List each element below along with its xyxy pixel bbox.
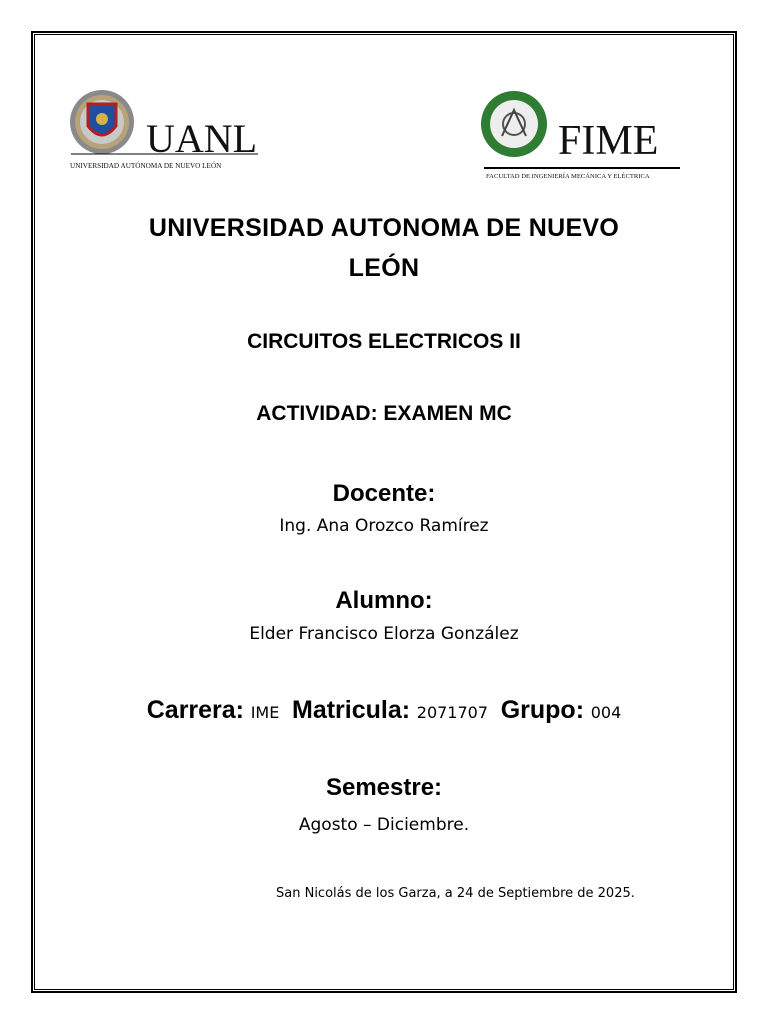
- alumno-label: Alumno:: [335, 587, 433, 614]
- fime-wordmark: FIME: [558, 118, 659, 164]
- uanl-wordmark: UANL: [146, 116, 258, 161]
- course-title: CIRCUITOS ELECTRICOS II: [247, 330, 521, 353]
- place-date: San Nicolás de los Garza, a 24 de Septiembre de 2025.: [276, 886, 635, 901]
- matricula-label: Matricula:: [292, 696, 411, 724]
- grupo-value: 004: [590, 703, 622, 722]
- semestre-value: Agosto – Diciembre.: [298, 815, 470, 835]
- docente-label: Docente:: [332, 480, 436, 507]
- fime-logo: [480, 86, 685, 181]
- alumno-value: Elder Francisco Elorza González: [249, 624, 519, 644]
- carrera-label: Carrera:: [146, 696, 245, 724]
- grupo-label: Grupo:: [500, 696, 585, 724]
- university-title: [0, 208, 768, 288]
- activity-title: ACTIVIDAD: EXAMEN MC: [256, 402, 512, 425]
- student-info-row: [0, 696, 768, 725]
- semestre-label: Semestre:: [325, 774, 443, 801]
- docente-value: Ing. Ana Orozco Ramírez: [279, 516, 489, 536]
- matricula-value: 2071707: [416, 703, 489, 722]
- university-name: UNIVERSIDAD AUTONOMA DE NUEVO LEÓN: [148, 214, 620, 282]
- uanl-logo: [68, 84, 268, 184]
- uanl-subtitle: UNIVERSIDAD AUTÓNOMA DE NUEVO LEÓN: [70, 162, 222, 170]
- fime-subtitle: FACULTAD DE INGENIERÍA MECÁNICA Y ELÉCTRICA: [486, 173, 650, 180]
- carrera-value: IME: [250, 703, 280, 722]
